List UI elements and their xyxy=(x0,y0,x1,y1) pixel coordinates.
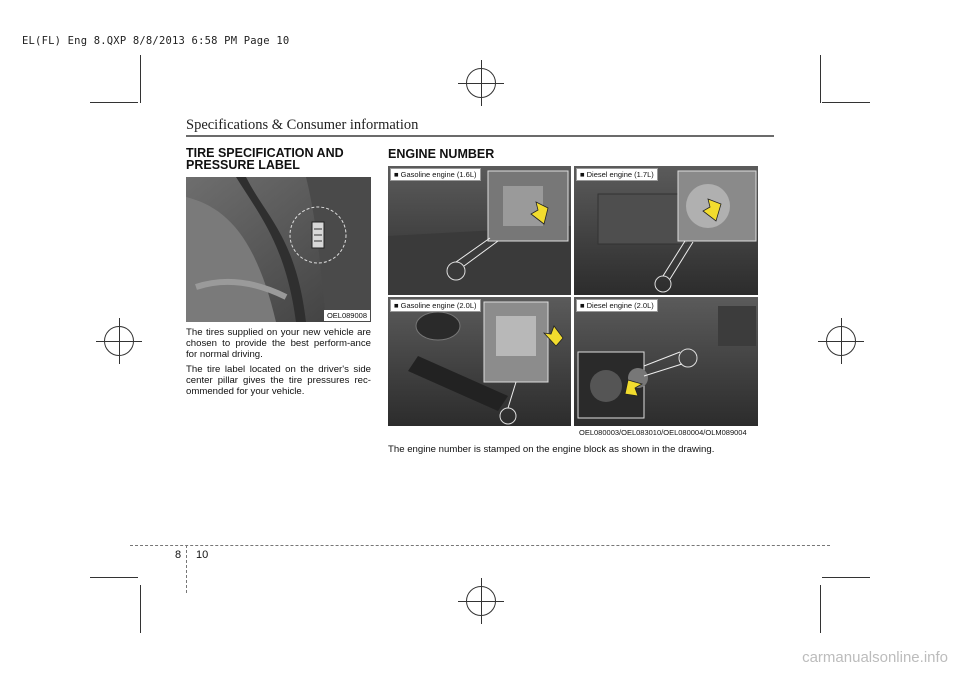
section-header-title: Specifications & Consumer information xyxy=(186,117,419,133)
page-number: 10 xyxy=(196,549,209,561)
tire-label-photo xyxy=(186,177,371,322)
panel-label: ■ Diesel engine (2.0L) xyxy=(576,299,658,312)
crop-mark xyxy=(140,55,141,103)
registration-mark xyxy=(466,68,496,98)
crop-mark xyxy=(820,55,821,103)
chapter-number: 8 xyxy=(175,549,182,561)
panel-label: ■ Diesel engine (1.7L) xyxy=(576,168,658,181)
crop-mark xyxy=(90,102,138,103)
header-rule xyxy=(186,135,774,137)
engine-section-heading: ENGINE NUMBER xyxy=(388,147,495,161)
engine-description: The engine number is stamped on the engine block as shown in the drawing. xyxy=(388,444,715,455)
registration-mark xyxy=(466,586,496,616)
print-slug: EL(FL) Eng 8.QXP 8/8/2013 6:58 PM Page 10 xyxy=(22,35,290,47)
footer-divider xyxy=(186,545,187,593)
tire-paragraph: The tire label located on the driver's side center pillar gives the tire pressures rec-ommended for your vehicle. xyxy=(186,363,371,398)
crop-mark xyxy=(140,585,141,633)
crop-mark xyxy=(90,577,138,578)
engine-photo-grid xyxy=(388,166,758,426)
panel-label: ■ Gasoline engine (2.0L) xyxy=(390,299,481,312)
registration-mark xyxy=(104,326,134,356)
tire-section-heading: TIRE SPECIFICATION AND PRESSURE LABEL xyxy=(186,146,344,172)
tire-paragraph: The tires supplied on your new vehicle are chosen to provide the best perform-ance for normal driving. xyxy=(186,327,371,361)
tire-image-code: OEL089008 xyxy=(324,310,370,321)
watermark: carmanualsonline.info xyxy=(802,649,948,666)
engine-image-code: OEL080003/OEL083010/OEL080004/OLM089004 xyxy=(576,427,750,438)
crop-mark xyxy=(822,102,870,103)
panel-label: ■ Gasoline engine (1.6L) xyxy=(390,168,481,181)
door-pillar-illustration xyxy=(186,177,371,322)
crop-mark xyxy=(820,585,821,633)
engine-bay-illustration xyxy=(388,166,758,426)
crop-mark xyxy=(822,577,870,578)
registration-mark xyxy=(826,326,856,356)
footer-rule xyxy=(130,545,830,546)
tire-description xyxy=(186,327,371,400)
